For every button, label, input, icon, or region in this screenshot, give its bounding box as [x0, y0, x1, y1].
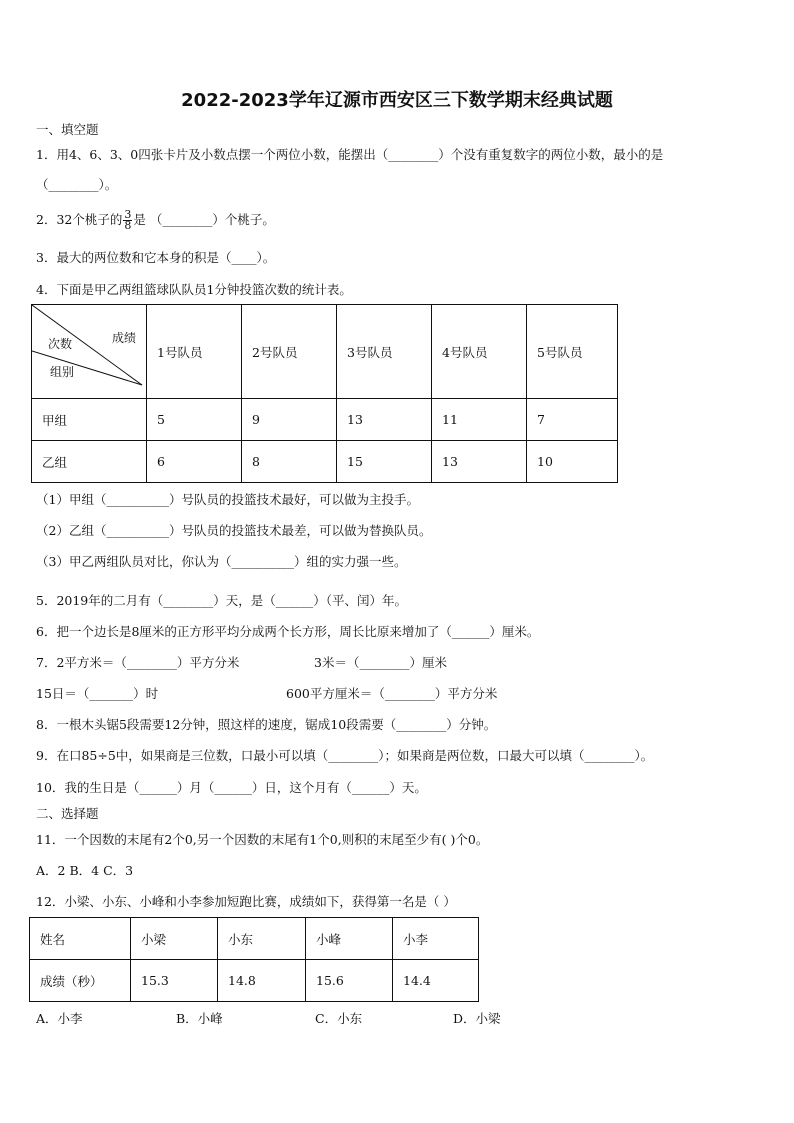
table-row [32, 441, 618, 483]
corner-label-score: 成绩 [112, 331, 137, 345]
question-4-part-1: （1）甲组（__________）号队员的投篮技术最好，可以做为主投手。 [36, 492, 419, 507]
question-7-part-c: 15日＝（_______）时 [36, 686, 159, 701]
table-cell: 14.4 [393, 960, 479, 1002]
row-label: 乙组 [32, 441, 147, 483]
table-corner-cell [32, 305, 147, 399]
table-cell: 8 [242, 441, 337, 483]
question-2 [36, 210, 275, 231]
section-fill-blank: 一、填空题 [36, 122, 99, 137]
question-4-part-2: （2）乙组（__________）号队员的投篮技术最差，可以做为替换队员。 [36, 523, 432, 538]
page-title: 2022-2023学年辽源市西安区三下数学期末经典试题 [181, 90, 613, 111]
fraction [123, 210, 132, 231]
table-cell: 10 [527, 441, 618, 483]
row-label: 甲组 [32, 399, 147, 441]
question-4-part-3: （3）甲乙两组队员对比，你认为（__________）组的实力强一些。 [36, 554, 407, 569]
choice-option-b: B．小峰 [176, 1011, 223, 1026]
question-1-line-2: （________）。 [36, 177, 118, 192]
question-8: 8．一根木头锯5段需要12分钟，照这样的速度，锯成10段需要（________）分钟。 [36, 717, 497, 732]
diagonal-lines [32, 305, 146, 399]
question-1-line-1: 1．用4、6、3、0四张卡片及小数点摆一个两位小数，能摆出（________）个没有重复数字的两位小数，最小的是 [36, 147, 664, 162]
table-header-row [32, 305, 618, 399]
table-header-row [30, 918, 479, 960]
table-cell: 9 [242, 399, 337, 441]
question-11: 11．一个因数的末尾有2个0,另一个因数的末尾有1个0,则积的末尾至少有( )个0。 [36, 832, 489, 847]
question-11-options: A．2 B．4 C．3 [36, 863, 134, 878]
choice-option-a: A．小李 [36, 1011, 83, 1026]
table-header-cell: 小梁 [131, 918, 218, 960]
fraction-denominator: 8 [124, 219, 132, 232]
section-multiple-choice: 二、选择题 [36, 806, 99, 821]
table-cell: 15 [337, 441, 432, 483]
question-2-suffix: 是 （________）个桃子。 [133, 212, 275, 227]
corner-label-group: 组别 [50, 365, 75, 379]
table-header-cell: 4号队员 [432, 305, 527, 399]
table-cell: 11 [432, 399, 527, 441]
table-header-cell: 3号队员 [337, 305, 432, 399]
question-10: 10．我的生日是（______）月（______）日，这个月有（______）天。 [36, 780, 427, 795]
table-header-cell: 小东 [218, 918, 306, 960]
question-6: 6．把一个边长是8厘米的正方形平均分成两个长方形，周长比原来增加了（______）厘米。 [36, 624, 540, 639]
question-12: 12．小梁、小东、小峰和小李参加短跑比赛，成绩如下，获得第一名是（ ） [36, 894, 456, 909]
table-cell: 15.6 [306, 960, 393, 1002]
table-cell: 14.8 [218, 960, 306, 1002]
question-7-part-d: 600平方厘米＝（________）平方分米 [286, 686, 498, 701]
row-label: 成绩（秒） [30, 960, 131, 1002]
table-cell: 7 [527, 399, 618, 441]
table-header-cell: 5号队员 [527, 305, 618, 399]
table-row [30, 960, 479, 1002]
question-7-part-a: 7．2平方米＝（________）平方分米 [36, 655, 240, 670]
table-cell: 6 [147, 441, 242, 483]
table-cell: 15.3 [131, 960, 218, 1002]
question-9: 9．在口85÷5中，如果商是三位数，口最小可以填（________）；如果商是两位数，口最大可以填（________）。 [36, 748, 654, 763]
table-header-cell: 小李 [393, 918, 479, 960]
question-2-prefix: 2．32个桃子的 [36, 212, 123, 227]
race-results-table [29, 917, 479, 1002]
choice-option-d: D．小梁 [453, 1011, 501, 1026]
choice-option-c: C．小东 [315, 1011, 363, 1026]
table-cell: 13 [337, 399, 432, 441]
shooting-stats-table [31, 304, 618, 483]
corner-label-count: 次数 [48, 337, 73, 351]
question-5: 5．2019年的二月有（________）天，是（______）（平、闰）年。 [36, 593, 408, 608]
table-cell: 5 [147, 399, 242, 441]
table-row [32, 399, 618, 441]
question-7-part-b: 3米＝（________）厘米 [314, 655, 447, 670]
table-header-cell: 2号队员 [242, 305, 337, 399]
fraction-numerator: 3 [124, 208, 132, 221]
table-header-cell: 1号队员 [147, 305, 242, 399]
question-4: 4．下面是甲乙两组篮球队队员1分钟投篮次数的统计表。 [36, 282, 352, 297]
table-header-cell: 小峰 [306, 918, 393, 960]
question-3: 3．最大的两位数和它本身的积是（____）。 [36, 250, 276, 265]
table-header-cell: 姓名 [30, 918, 131, 960]
table-cell: 13 [432, 441, 527, 483]
